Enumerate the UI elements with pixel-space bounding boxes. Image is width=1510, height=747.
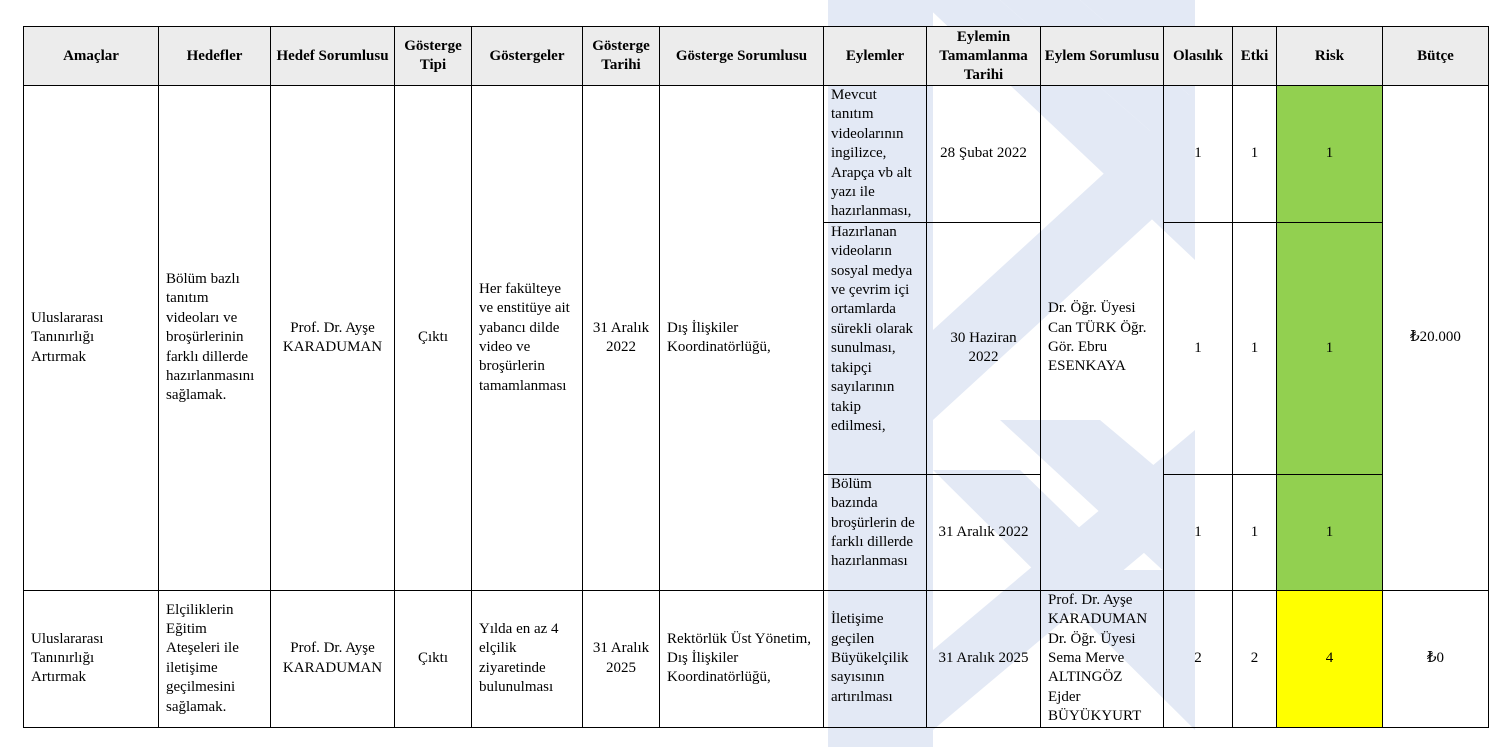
action-date-cell: 31 Aralık 2025 (927, 590, 1041, 727)
budget-cell: ₺0 (1383, 590, 1489, 727)
probability-cell: 1 (1164, 86, 1233, 223)
indicator-cell: Her fakülteye ve enstitüye ait yabancı dilde video ve broşürlerin tamamlanması (472, 86, 583, 591)
table-row (24, 86, 1489, 223)
action-date-cell: 30 Haziran 2022 (927, 222, 1041, 474)
target-cell: Bölüm bazlı tanıtım videoları ve broşürlerinin farklı dillerde hazırlanmasını sağlamak. (159, 86, 271, 591)
header-butce: Bütçe (1383, 27, 1489, 86)
indicator-type-cell: Çıktı (395, 590, 472, 727)
risk-cell: 1 (1277, 474, 1383, 590)
impact-cell: 1 (1233, 222, 1277, 474)
risk-cell: 1 (1277, 222, 1383, 474)
risk-cell: 1 (1277, 86, 1383, 223)
action-date-cell: 28 Şubat 2022 (927, 86, 1041, 223)
header-row (24, 27, 1489, 86)
action-cell: Hazırlanan videoların sosyal medya ve çevrim içi ortamlarda sürekli olarak sunulması, takipçi sayılarının takip edilmesi, (824, 222, 927, 474)
probability-cell: 2 (1164, 590, 1233, 727)
probability-cell: 1 (1164, 222, 1233, 474)
header-eylem-sorumlusu: Eylem Sorumlusu (1041, 27, 1164, 86)
header-risk: Risk (1277, 27, 1383, 86)
header-gosterge-tarihi: Gösterge Tarihi (583, 27, 660, 86)
goal-cell: Uluslararası Tanınırlığı Artırmak (24, 86, 159, 591)
indicator-cell: Yılda en az 4 elçilik ziyaretinde bulunulması (472, 590, 583, 727)
action-cell: İletişime geçilen Büyükelçilik sayısının artırılması (824, 590, 927, 727)
risk-cell: 4 (1277, 590, 1383, 727)
probability-cell: 1 (1164, 474, 1233, 590)
header-eylemler: Eylemler (824, 27, 927, 86)
header-amaclar: Amaçlar (24, 27, 159, 86)
action-cell: Bölüm bazında broşürlerin de farklı dillerde hazırlanması (824, 474, 927, 590)
action-cell: Mevcut tanıtım videolarının ingilizce, Arapça vb alt yazı ile hazırlanması, (824, 86, 927, 223)
header-gostergeler: Göstergeler (472, 27, 583, 86)
action-owner-cell: Prof. Dr. Ayşe KARADUMAN Dr. Öğr. Üyesi Sema Merve ALTINGÖZ Ejder BÜYÜKYURT (1041, 590, 1164, 727)
strategic-plan-table (23, 26, 1489, 728)
header-gosterge-tipi: Gösterge Tipi (395, 27, 472, 86)
header-hedef-sorumlusu: Hedef Sorumlusu (271, 27, 395, 86)
header-olasilik: Olasılık (1164, 27, 1233, 86)
indicator-date-cell: 31 Aralık 2022 (583, 86, 660, 591)
header-etki: Etki (1233, 27, 1277, 86)
target-cell: Elçiliklerin Eğitim Ateşeleri ile iletişime geçilmesini sağlamak. (159, 590, 271, 727)
indicator-owner-cell: Rektörlük Üst Yönetim, Dış İlişkiler Koordinatörlüğü, (660, 590, 824, 727)
header-gosterge-sorumlusu: Gösterge Sorumlusu (660, 27, 824, 86)
impact-cell: 2 (1233, 590, 1277, 727)
header-hedefler: Hedefler (159, 27, 271, 86)
impact-cell: 1 (1233, 86, 1277, 223)
action-date-cell: 31 Aralık 2022 (927, 474, 1041, 590)
indicator-type-cell: Çıktı (395, 86, 472, 591)
target-owner-cell: Prof. Dr. Ayşe KARADUMAN (271, 86, 395, 591)
table-row (24, 590, 1489, 727)
impact-cell: 1 (1233, 474, 1277, 590)
target-owner-cell: Prof. Dr. Ayşe KARADUMAN (271, 590, 395, 727)
goal-cell: Uluslararası Tanınırlığı Artırmak (24, 590, 159, 727)
action-owner-cell: Dr. Öğr. Üyesi Can TÜRK Öğr. Gör. Ebru ESENKAYA (1041, 86, 1164, 591)
indicator-owner-cell: Dış İlişkiler Koordinatörlüğü, (660, 86, 824, 591)
budget-cell: ₺20.000 (1383, 86, 1489, 591)
indicator-date-cell: 31 Aralık 2025 (583, 590, 660, 727)
header-eylem-tarihi: Eylemin Tamamlanma Tarihi (927, 27, 1041, 86)
